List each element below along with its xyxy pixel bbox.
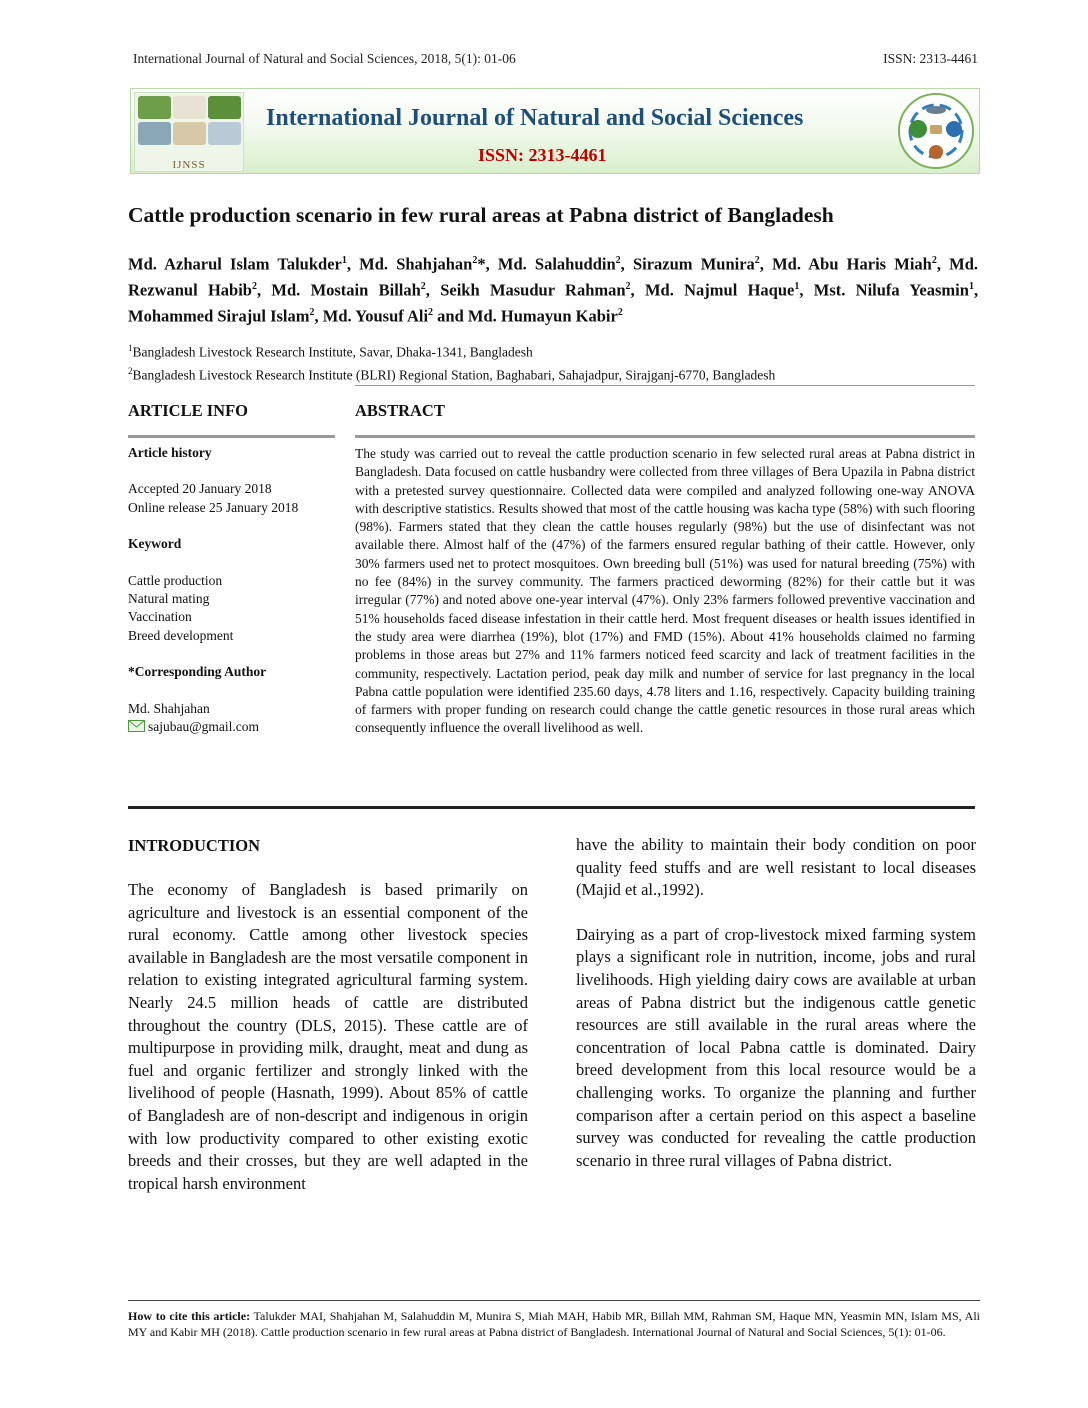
author-name: Md. Humayun Kabir [467, 306, 618, 326]
keyword-item: Cattle production [128, 572, 223, 588]
article-title: Cattle production scenario in few rural areas at Pabna district of Bangladesh [128, 203, 834, 227]
author-affiliation-mark: 2 [251, 281, 257, 292]
author-name: Md. Abu Haris Miah [772, 254, 932, 274]
divider [128, 1300, 980, 1301]
author-affiliation-mark: 1 [341, 255, 347, 266]
journal-banner-title: International Journal of Natural and Social Sciences [266, 105, 804, 131]
author-name: Md. Yousuf Ali [322, 306, 429, 326]
author-affiliation-mark: 2 [420, 281, 426, 292]
article-info-panel [128, 444, 338, 736]
author-affiliation-mark: 1 [968, 281, 974, 292]
author-name: Md. Salahuddin [497, 254, 616, 274]
author-name: Md. Rezwanul Habib [128, 254, 979, 300]
keyword-item: Natural mating [128, 591, 210, 607]
journal-logo-text: IJNSS [172, 159, 206, 171]
author-affiliation-mark: 2 [625, 281, 631, 292]
how-to-cite-label: How to cite this article: [128, 1309, 251, 1323]
author-name: Md. Shahjahan [359, 254, 473, 274]
accepted-date: Accepted 20 January 2018 [128, 481, 272, 497]
author-affiliation-mark: 2 [931, 255, 937, 266]
intro-right-column [576, 834, 976, 1172]
affiliation-2: $^2$Bangladesh Livestock Research Institute (BLRI) Regional Station, Baghabari, Sahajadpur, Sirajganj-6770, Bangladesh [128, 365, 776, 382]
corresponding-mark: * [477, 254, 486, 274]
author-affiliation-mark: 2 [615, 255, 621, 266]
author-name: Seikh Masudur Rahman [440, 280, 626, 300]
online-release-date: Online release 25 January 2018 [128, 499, 299, 515]
author-list: Md. Azharul Islam Talukder$^1$, Md. Shahjahan$^2$*, Md. Salahuddin$^2$, Sirazum Munira$^2$, Md. Abu Haris Miah$^2$, Md. Rezwanul Habib$^2$, Md. Mostain Billah$^2$, Seikh Masudur Rahman$^2$, Md. Najmul Haque$^1$, Mst. Nilufa Yeasmin$^1$, Mohammed Sirajul Islam$^2$, Md. Yousuf Ali$^2$ and Md. Humayun Kabir$^2$ [128, 254, 979, 326]
journal-banner [130, 88, 980, 174]
author-name: Md. Najmul Haque [644, 280, 795, 300]
author-affiliation-mark: 2 [617, 307, 623, 318]
divider [128, 806, 975, 809]
author-name: Md. Mostain Billah [271, 280, 421, 300]
corresponding-email-row [128, 718, 338, 736]
intro-paragraph: have the ability to maintain their body condition on poor quality feed stuffs and are well resistant to local diseases (Majid et al.,1992). [576, 835, 976, 900]
author-name: Mst. Nilufa Yeasmin [813, 280, 969, 300]
divider [355, 435, 975, 438]
author-affiliation-mark: 2 [428, 307, 434, 318]
journal-banner-issn: ISSN: 2313-4461 [478, 145, 607, 165]
intro-paragraph: The economy of Bangladesh is based primarily on agriculture and livestock is an essential component of the rural economy. Cattle among other livestock species available in Bangladesh are the most versatile component in relation to existing integrated agricultural farming system. Nearly 24.5 million heads of cattle are distributed throughout the country (DLS, 2015). These cattle are of multipurpose in providing milk, draught, meat and dung as fuel and organic fertilizer and strongly linked with the livelihood of people (Hasnath, 1999). About 85% of cattle of Bangladesh are of non-descript and indigenous in origin with low productivity compared to other existing exotic breeds and their crosses, but they are well adapted in the tropical harsh environment [128, 880, 528, 1193]
corresponding-email-link[interactable]: sajubau@gmail.com [148, 719, 260, 735]
article-info-heading: ARTICLE INFO [128, 401, 248, 420]
author-name: Mohammed Sirajul Islam [128, 306, 310, 326]
running-header-issn: ISSN: 2313-4461 [883, 51, 978, 66]
affiliation-1: $^1$Bangladesh Livestock Research Institute, Savar, Dhaka-1341, Bangladesh [128, 343, 533, 360]
abstract-heading: ABSTRACT [355, 401, 445, 420]
introduction-heading: INTRODUCTION [128, 836, 261, 855]
affiliations [128, 339, 775, 384]
divider [355, 385, 975, 386]
corresponding-author-label: *Corresponding Author [128, 664, 267, 680]
intro-left-column [128, 879, 528, 1195]
keyword-label: Keyword [128, 536, 182, 552]
author-name: Sirazum Munira [632, 254, 755, 274]
keyword-item: Breed development [128, 627, 234, 643]
corresponding-author-name: Md. Shahjahan [128, 700, 210, 716]
intro-paragraph: Dairying as a part of crop-livestock mixed farming system plays a significant role in nutrition, income, jobs and rural livelihoods. High yielding dairy cows are available at urban areas of Pabna district but the indigenous cattle genetic resources are still available in the rural areas where the concentration of local Pabna cattle is dominated. Dairy breed development from this local resource would be a challenging works. To organize the planning and further comparison after a certain period on this aspect a baseline survey was conducted for revealing the cattle production scenario in three rural villages of Pabna district. [576, 924, 976, 1170]
how-to-cite-text: Talukder MAI, Shahjahan M, Salahuddin M, Munira S, Miah MAH, Habib MR, Billah MM, Rahman SM, Haque MN, Yeasmin MN, Islam MS, Ali MY and Kabir MH (2018). Cattle production scenario in few rural areas at Pabna district of Bangladesh. International Journal of Natural and Social Sciences, 5(1): 01-06. [128, 1309, 980, 1339]
journal-logo-collage [134, 92, 244, 172]
how-to-cite [128, 1309, 980, 1340]
envelope-icon [128, 720, 145, 732]
keyword-item: Vaccination [128, 609, 192, 625]
author-name: Md. Azharul Islam Talukder [128, 254, 342, 274]
article-history-label: Article history [128, 445, 212, 460]
author-affiliation-mark: 2 [472, 255, 478, 266]
running-header-left: International Journal of Natural and Social Sciences, 2018, 5(1): 01-06 [133, 51, 516, 66]
author-affiliation-mark: 2 [309, 307, 315, 318]
divider [128, 435, 335, 438]
author-affiliation-mark: 1 [794, 281, 800, 292]
journal-emblem-icon [896, 92, 976, 170]
abstract-text: The study was carried out to reveal the cattle production scenario in few selected rural areas at Pabna district in Bangladesh. Data focused on cattle husbandry were collected from three villages of Bera Upazila in Pabna district with a pretested survey questionnaire. Collected data were compiled and analyzed following one-way ANOVA with descriptive statistics. Results showed that most of the cattle housing was kacha type (58%) with such flooring (98%). Farmers stated that they clean the cattle houses regularly (98%) but the use of disinfectant was not available there. Almost half of the (47%) of the farmers ensured regular bathing of their cattle. However, only 30% farmers used net to protect mosquitoes. Own breeding bull (51%) was used for natural breeding (75%) with no fee (84%) in the survey community. The farmers practiced deworming (82%) for their cattle but it was irregular (77%) and noted above one-year interval (47%). Only 23% farmers followed preventive vaccination and 51% households faced disease infestation in their cattle herd. Most frequent diseases or health issues identified in the study area were diarrhea (19%), blot (17%) and FMD (15%). About 41% households claimed no farming problems in those areas but 27% and 11% farmers noticed feed scarcity and lack of treatment facilities in the community, respectively. Lactation period, peak day milk and number of service for last pregnancy in the local Pabna cattle population were identified 235.60 days, 4.78 liters and 1.16, respectively. Capacity building training of farmers with proper funding on research could change the cattle genetic resources in those rural areas which consequently influence the overall livelihood as well. [355, 446, 975, 736]
author-affiliation-mark: 2 [754, 255, 760, 266]
